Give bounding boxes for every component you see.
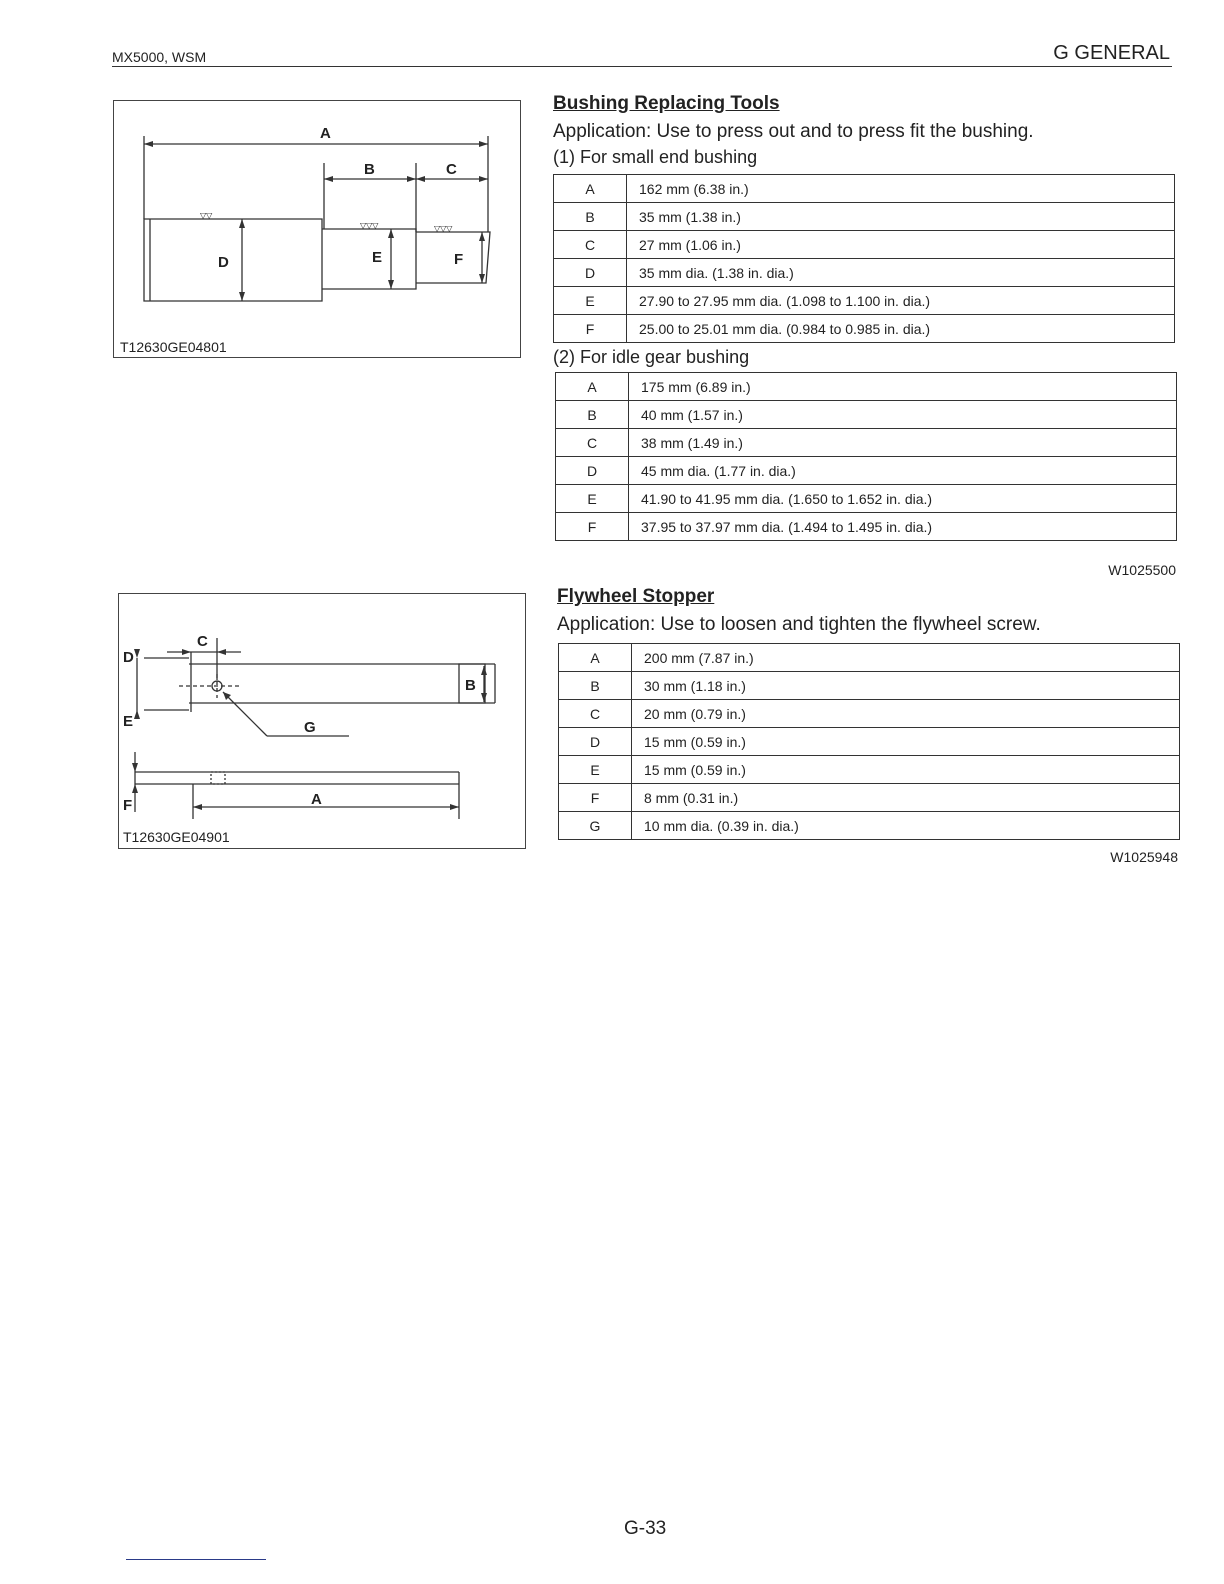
dim-label-d: D bbox=[123, 649, 134, 666]
row-key: F bbox=[554, 315, 627, 343]
dim-label-b: B bbox=[465, 677, 476, 694]
table-row bbox=[554, 315, 1175, 343]
table-row bbox=[559, 644, 1180, 672]
row-value: 15 mm (0.59 in.) bbox=[632, 728, 1180, 756]
row-value: 45 mm dia. (1.77 in. dia.) bbox=[629, 457, 1177, 485]
table-row bbox=[554, 259, 1175, 287]
bushing-tool-drawing bbox=[114, 101, 520, 357]
dim-label-c: C bbox=[446, 161, 457, 178]
bushing-tool-figure bbox=[113, 100, 521, 358]
page-number: G-33 bbox=[624, 1518, 667, 1539]
row-key: G bbox=[559, 812, 632, 840]
header-section: G GENERAL bbox=[1053, 42, 1170, 64]
figure-caption: T12630GE04801 bbox=[120, 339, 227, 355]
header-rule bbox=[112, 66, 1172, 67]
finish-mark-f: ▽▽▽ bbox=[434, 224, 453, 233]
dim-label-a: A bbox=[311, 791, 322, 808]
dim-label-c: C bbox=[197, 633, 208, 650]
finish-mark-e: ▽▽▽ bbox=[360, 221, 379, 230]
header-manual-name: MX5000, WSM bbox=[112, 49, 207, 65]
row-value: 35 mm (1.38 in.) bbox=[627, 203, 1175, 231]
dim-label-b: B bbox=[364, 161, 375, 178]
footer-line bbox=[126, 1559, 266, 1560]
row-key: B bbox=[559, 672, 632, 700]
subtitle-small-end: (1) For small end bushing bbox=[553, 147, 758, 167]
row-value: 40 mm (1.57 in.) bbox=[629, 401, 1177, 429]
flywheel-section bbox=[557, 586, 1180, 840]
table-row bbox=[554, 203, 1175, 231]
row-value: 37.95 to 37.97 mm dia. (1.494 to 1.495 in. dia.) bbox=[629, 513, 1177, 541]
row-key: F bbox=[559, 784, 632, 812]
dim-label-f: F bbox=[123, 797, 133, 814]
row-key: D bbox=[554, 259, 627, 287]
row-key: E bbox=[554, 287, 627, 315]
table-row bbox=[556, 429, 1177, 457]
dim-label-e: E bbox=[372, 249, 383, 266]
row-key: C bbox=[559, 700, 632, 728]
dim-label-f: F bbox=[454, 251, 464, 268]
small-end-bushing-table bbox=[553, 174, 1175, 343]
table-row bbox=[559, 700, 1180, 728]
row-value: 25.00 to 25.01 mm dia. (0.984 to 0.985 in. dia.) bbox=[627, 315, 1175, 343]
table-row bbox=[554, 175, 1175, 203]
row-key: C bbox=[556, 429, 629, 457]
subtitle-idle-gear: (2) For idle gear bushing bbox=[553, 347, 750, 367]
row-value: 20 mm (0.79 in.) bbox=[632, 700, 1180, 728]
table-row bbox=[556, 401, 1177, 429]
application-text: Application: Use to loosen and tighten the flywheel screw. bbox=[557, 614, 1041, 635]
dim-label-g: G bbox=[304, 719, 316, 736]
row-key: E bbox=[559, 756, 632, 784]
finish-mark-d: ▽▽ bbox=[200, 211, 213, 220]
row-value: 10 mm dia. (0.39 in. dia.) bbox=[632, 812, 1180, 840]
row-value: 30 mm (1.18 in.) bbox=[632, 672, 1180, 700]
dim-label-d: D bbox=[218, 254, 229, 271]
row-key: E bbox=[556, 485, 629, 513]
bushing-section bbox=[553, 93, 1176, 541]
table-row bbox=[556, 457, 1177, 485]
row-key: B bbox=[554, 203, 627, 231]
row-key: B bbox=[556, 401, 629, 429]
row-key: C bbox=[554, 231, 627, 259]
table-row bbox=[554, 287, 1175, 315]
row-value: 35 mm dia. (1.38 in. dia.) bbox=[627, 259, 1175, 287]
row-key: D bbox=[559, 728, 632, 756]
section-title: Bushing Replacing Tools bbox=[553, 93, 780, 114]
row-value: 41.90 to 41.95 mm dia. (1.650 to 1.652 in. dia.) bbox=[629, 485, 1177, 513]
table-row bbox=[556, 373, 1177, 401]
row-value: 200 mm (7.87 in.) bbox=[632, 644, 1180, 672]
table-row bbox=[559, 812, 1180, 840]
table-row bbox=[556, 485, 1177, 513]
table-row bbox=[559, 672, 1180, 700]
section-title: Flywheel Stopper bbox=[557, 586, 715, 607]
row-key: A bbox=[559, 644, 632, 672]
row-value: 27.90 to 27.95 mm dia. (1.098 to 1.100 in. dia.) bbox=[627, 287, 1175, 315]
row-key: A bbox=[554, 175, 627, 203]
flywheel-stopper-drawing bbox=[119, 594, 525, 848]
row-value: 8 mm (0.31 in.) bbox=[632, 784, 1180, 812]
reference-code: W1025500 bbox=[1108, 562, 1176, 578]
row-key: A bbox=[556, 373, 629, 401]
table-row bbox=[554, 231, 1175, 259]
row-key: F bbox=[556, 513, 629, 541]
row-value: 162 mm (6.38 in.) bbox=[627, 175, 1175, 203]
flywheel-stopper-table bbox=[558, 643, 1180, 840]
dim-label-a: A bbox=[320, 125, 331, 142]
row-key: D bbox=[556, 457, 629, 485]
application-text: Application: Use to press out and to press fit the bushing. bbox=[553, 121, 1034, 142]
idle-gear-bushing-table bbox=[555, 372, 1177, 541]
table-row bbox=[559, 728, 1180, 756]
row-value: 38 mm (1.49 in.) bbox=[629, 429, 1177, 457]
table-row bbox=[559, 756, 1180, 784]
table-row bbox=[559, 784, 1180, 812]
table-row bbox=[556, 513, 1177, 541]
row-value: 15 mm (0.59 in.) bbox=[632, 756, 1180, 784]
reference-code: W1025948 bbox=[1110, 849, 1178, 865]
row-value: 175 mm (6.89 in.) bbox=[629, 373, 1177, 401]
dim-label-e: E bbox=[123, 713, 134, 730]
flywheel-stopper-figure bbox=[118, 593, 526, 849]
figure-caption: T12630GE04901 bbox=[123, 829, 230, 845]
row-value: 27 mm (1.06 in.) bbox=[627, 231, 1175, 259]
